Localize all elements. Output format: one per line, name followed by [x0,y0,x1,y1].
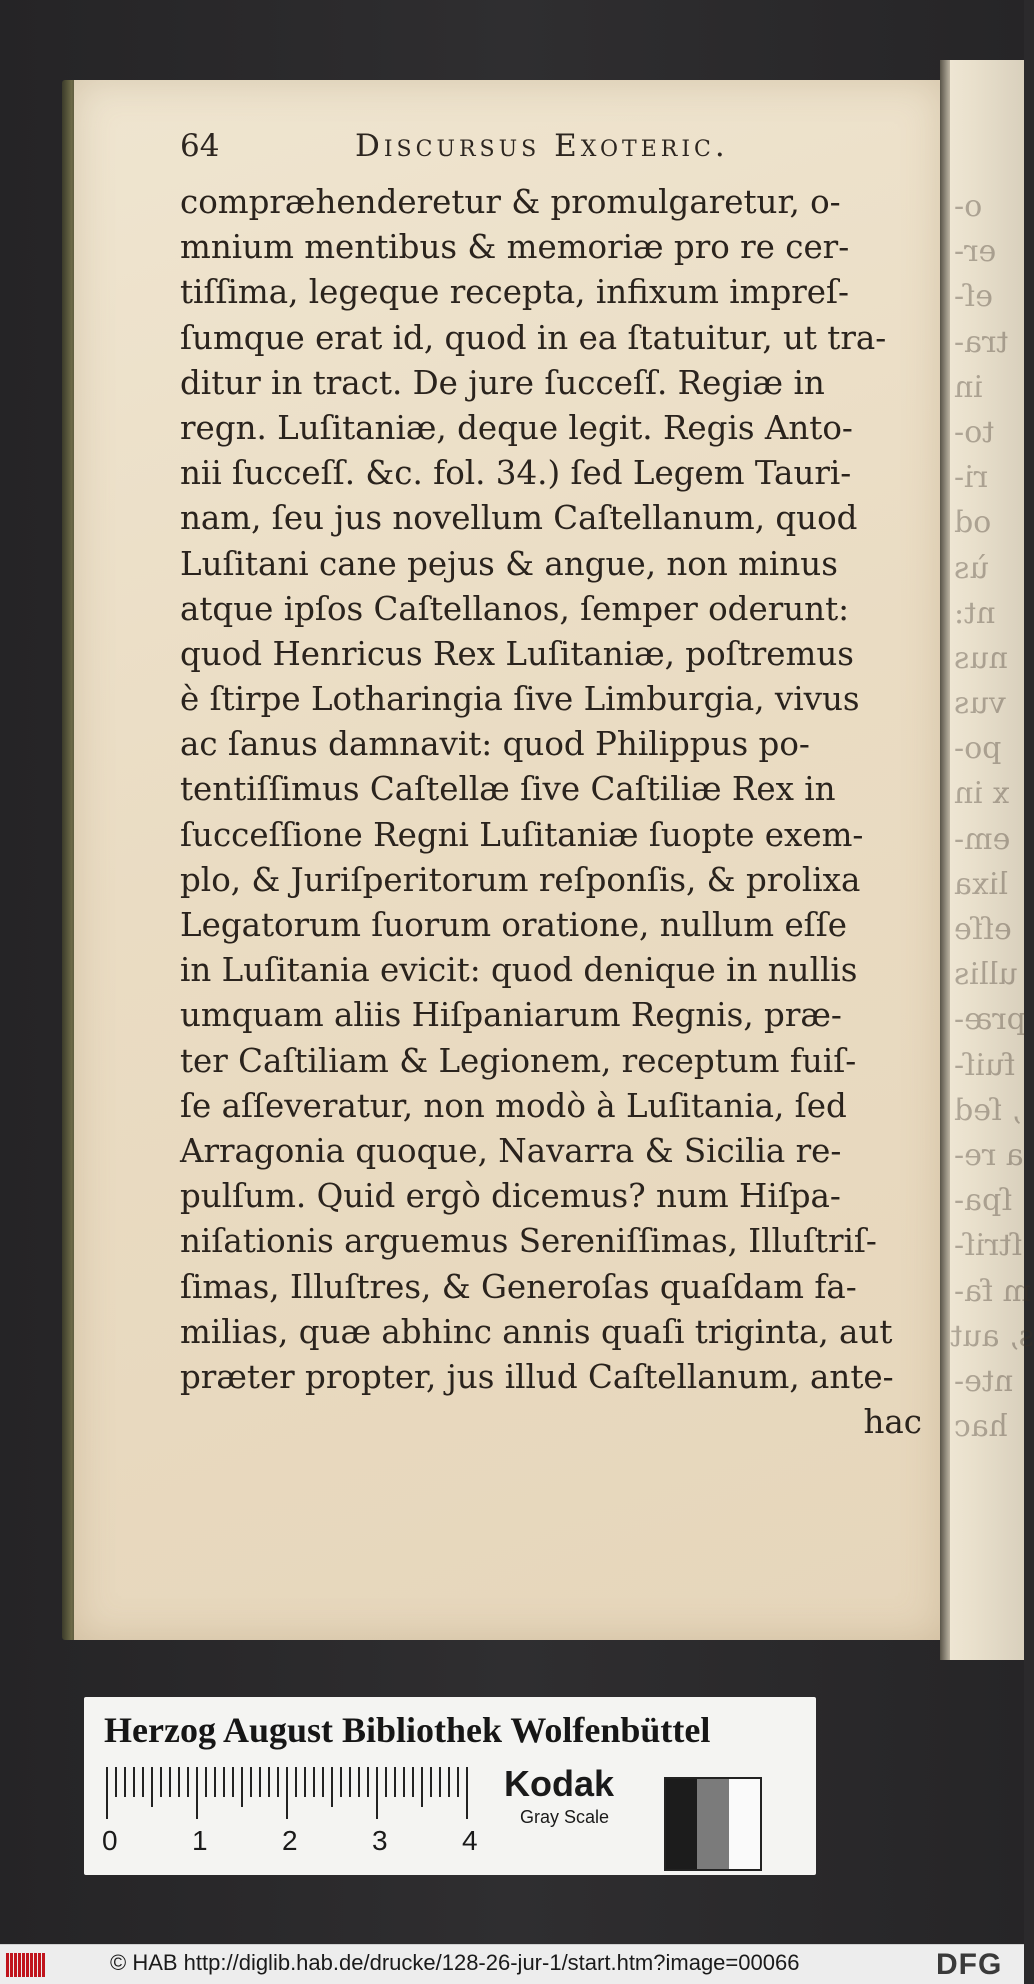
text-line: ſumque erat id, quod in ea ſtatuitur, ut tra- [180,318,887,357]
ruler-tick [259,1767,261,1797]
ruler-tick [331,1767,333,1807]
gray-patch [729,1779,760,1869]
text-line: Legatorum ſuorum oratione, nullum eſſe [180,906,847,944]
bleed-fragment: in [954,369,983,405]
library-name: Herzog August Bibliothek Wolfenbüttel [104,1710,711,1750]
ruler-tick [457,1767,459,1797]
text-line: ter Caſtiliam & Legionem, receptum fuiſ- [180,1041,857,1080]
gray-patch [697,1779,728,1869]
ruler-tick [250,1767,252,1797]
ruler-tick [403,1767,405,1797]
bleed-fragment: , ſed [954,1092,1022,1128]
text-line: Luſitani cane pejus & angue, non minus [180,544,838,583]
source-url[interactable]: © HAB http://diglib.hab.de/drucke/128-26-jur-1/start.htm?image=00066 [110,1950,800,1975]
text-line: umquam aliis Hiſpaniarum Regnis, præ- [180,996,842,1035]
text-line: præter propter, jus illud Caſtellanum, ante- [180,1357,894,1396]
bleed-fragment: po- [954,731,1002,767]
ruler-number: 4 [462,1825,478,1856]
bleed-fragment: præ- [954,1002,1026,1038]
bleed-fragment: ullis [954,957,1018,993]
ruler-tick [448,1767,450,1797]
facing-page [940,60,1034,1660]
page-fold [940,60,950,1660]
kodak-subtitle: Gray Scale [520,1807,610,1827]
catchword: hac [863,1403,922,1442]
text-line: in Luſitania evicit: quod denique in nullis [180,951,858,990]
text-body [180,180,922,1445]
ruler-tick [160,1767,162,1797]
ruler-tick [412,1767,414,1797]
text-line: regn. Luſitaniæ, deque legit. Regis Anto- [180,408,853,447]
bleed-fragment: eſſe [954,912,1012,947]
ruler-tick [313,1767,315,1797]
ruler-tick [439,1767,441,1797]
text-line: tentiſſimus Caſtellæ ſive Caſtiliæ Rex in [180,770,836,809]
ruler-tick [268,1767,270,1797]
ruler-tick [178,1767,180,1797]
ruler-number: 0 [102,1825,118,1856]
bleed-fragment: er- [954,234,997,270]
color-reference-card [84,1697,816,1875]
kodak-logo: Kodak [504,1763,615,1804]
bleed-fragment: ri- [954,460,989,496]
footer-bar [0,1944,1024,1984]
ruler-tick [187,1767,189,1797]
bleed-fragment: nus [954,640,1009,676]
ruler-number: 1 [192,1825,208,1856]
ruler-tick [367,1767,369,1797]
bleed-fragment: ſpa- [954,1183,1013,1219]
bleed-fragment: a re- [954,1137,1024,1173]
ruler-number: 2 [282,1825,298,1856]
ruler-tick [340,1767,342,1797]
bleed-fragment: s, aut [950,1318,1034,1354]
page-number: 64 [180,128,220,164]
gray-scale-swatch [664,1777,762,1871]
ruler-tick [376,1767,378,1819]
ruler-tick [385,1767,387,1797]
ruler-tick [196,1767,198,1819]
bleed-fragment: hac [954,1409,1009,1445]
text-line: compræhenderetur & promulgaretur, o- [180,183,841,221]
text-line: quod Henricus Rex Luſitaniæ, poſtremus [180,634,854,673]
bleed-fragment: to- [954,414,995,450]
bleed-fragment: vus [954,686,1006,722]
text-line: mnium mentibus & memoriæ pro re cer- [180,228,850,267]
bleed-fragment: ùs [954,550,989,586]
text-line: tiſſima, legeque recepta, infixum impreſ- [180,273,850,312]
ruler-tick [115,1767,117,1797]
ruler-tick [241,1767,243,1807]
ruler-tick [214,1767,216,1797]
page-header [180,128,780,170]
bleed-fragment: od [954,505,992,541]
text-line: nii ſucceſſ. &c. fol. 34.) ſed Legem Tauri- [180,454,852,493]
running-title: Discursus Exoteric. [355,128,729,164]
bleed-fragment: em- [954,821,1011,857]
ruler-tick [133,1767,135,1797]
text-line: nam, ſeu jus novellum Caſtellanum, quod [180,499,858,538]
text-line: è ſtirpe Lotharingia ſive Limburgia, vivus [180,680,860,719]
bleed-fragment: nt: [954,595,996,631]
ruler-tick [223,1767,225,1797]
ruler-tick [142,1767,144,1797]
text-line: atque ipſos Caſtellanos, ſemper oderunt: [180,589,850,628]
ruler-tick [205,1767,207,1797]
bleed-fragment: nte- [954,1363,1014,1399]
gray-patch [666,1779,697,1869]
dfg-logo: DFG [936,1948,1003,1981]
text-line: ditur in tract. De jure ſucceſſ. Regiæ in [180,363,825,402]
ruler-tick [304,1767,306,1797]
bleed-fragment: lixa [954,866,1008,902]
ruler-tick [421,1767,423,1807]
text-line: ſucceſſione Regni Luſitaniæ ſuopte exem- [180,815,864,854]
bleed-fragment: fuiſ- [954,1047,1016,1083]
ruler-number: 3 [372,1825,388,1856]
bleed-fragment: ſtriſ- [954,1228,1023,1264]
ruler-tick [466,1767,468,1819]
text-line: niſationis arguemus Sereniſſimas, Illuſtriſ- [180,1222,877,1261]
ruler-tick [106,1767,108,1819]
bleed-fragment: tra- [954,324,1009,360]
text-line: milias, quæ abhinc annis quaſi triginta, aut [180,1312,893,1351]
ruler-tick [286,1767,288,1819]
ruler-tick [358,1767,360,1797]
text-line: ac ſanus damnavit: quod Philippus po- [180,725,810,764]
ruler-tick [349,1767,351,1797]
facing-page-bleed [950,184,1034,1449]
ruler-tick [124,1767,126,1797]
hab-barcode-icon [6,1953,52,1977]
text-line: ſimas, Illuſtres, & Generoſas quaſdam fa- [180,1267,857,1306]
text-line: ſe aſſeveratur, non modò à Luſitania, ſed [180,1086,847,1125]
scale-ruler [102,1767,478,1867]
ruler-tick [394,1767,396,1797]
ruler-tick [430,1767,432,1797]
text-line: pulſum. Quid ergò dicemus? num Hiſpa- [180,1177,841,1216]
bleed-fragment: eſ- [954,279,993,315]
ruler-tick [322,1767,324,1797]
ruler-tick [295,1767,297,1797]
text-line: Arragonia quoque, Navarra & Sicilia re- [180,1131,842,1170]
ruler-tick [277,1767,279,1797]
ruler-tick [151,1767,153,1807]
bleed-fragment: x in [954,776,1010,812]
ruler-tick [169,1767,171,1797]
bleed-fragment: m fa- [954,1273,1032,1309]
text-line: plo, & Juriſperitorum reſponſis, & prolixa [180,860,861,899]
bleed-fragment: o- [954,189,983,224]
ruler-tick [232,1767,234,1797]
